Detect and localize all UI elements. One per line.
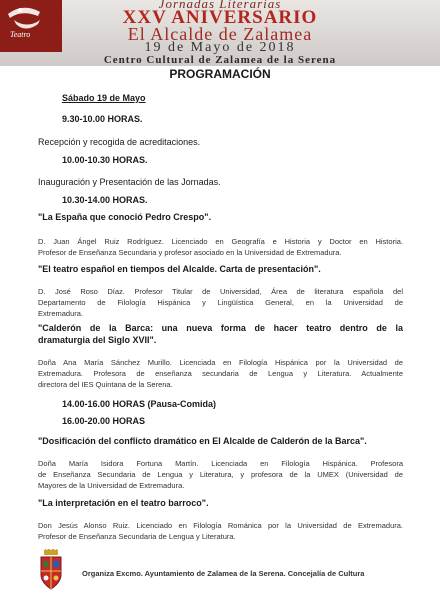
speaker-bio: Doña Ana María Sánchez Murillo. Licenciada en Filología Hispánica por la Universidad de bbox=[38, 358, 403, 367]
banner-anniversary: XXV ANIVERSARIO bbox=[122, 7, 318, 28]
speaker-bio: directora del IES Quintana de la Serena. bbox=[38, 380, 173, 389]
header-banner bbox=[0, 0, 440, 66]
speaker-bio: D. José Roso Díaz. Profesor Titular de Universidad, Área de literatura española del bbox=[38, 287, 403, 296]
talk-title: "La España que conoció Pedro Crespo". bbox=[38, 212, 212, 222]
speaker-bio: Extremadura. Profesora de enseñanza secundaria de Lengua y Literatura. Actualmente bbox=[38, 369, 403, 378]
speaker-bio: Profesor de Enseñanza Secundaria y profesor asociado en la Universidad de Extremadura. bbox=[38, 248, 342, 257]
banner-venue: Centro Cultural de Zalamea de la Serena bbox=[103, 54, 337, 66]
slot-time: 10.00-10.30 HORAS. bbox=[62, 155, 148, 165]
talk-title: "La interpretación en el teatro barroco". bbox=[38, 498, 209, 508]
banner-date: 19 de Mayo de 2018 bbox=[144, 40, 296, 55]
speaker-bio: Profesor de Enseñanza Secundaria de Lengua y Literatura. bbox=[38, 532, 236, 541]
speaker-bio: de Enseñanza Secundaria de Lengua y Literatura, y profesora de la UMEX (Universidad de bbox=[38, 470, 403, 479]
coat-of-arms-icon bbox=[38, 549, 64, 591]
slot-time: 16.00-20.00 HORAS bbox=[62, 416, 146, 426]
speaker-bio: D. Juan Ángel Ruiz Rodríguez. Licenciado en Geografía e Historia y Doctor en Historia. bbox=[38, 237, 403, 246]
speaker-bio: Departamento de Filología Hispánica y Lingüística General, en la Universidad de bbox=[38, 298, 403, 307]
slot-time: 9.30-10.00 HORAS. bbox=[62, 114, 143, 124]
talk-title: "Dosificación del conflicto dramático en El Alcalde de Calderón de la Barca". bbox=[38, 436, 367, 446]
speaker-bio: Extremadura. bbox=[38, 309, 84, 318]
slot-description: Recepción y recogida de acreditaciones. bbox=[38, 137, 201, 147]
event-date: Sábado 19 de Mayo bbox=[62, 93, 146, 103]
banner-subtitle: Jornadas Literarias bbox=[158, 0, 282, 11]
page-title: PROGRAMACIÓN bbox=[169, 67, 271, 81]
footer-organizer: Organiza Excmo. Ayuntamiento de Zalamea de la Serena. Concejalía de Cultura bbox=[82, 569, 365, 578]
talk-title: "Calderón de la Barca: una nueva forma de hacer teatro dentro de la bbox=[38, 323, 403, 333]
slot-time: 14.00-16.00 HORAS (Pausa-Comida) bbox=[62, 399, 217, 409]
banner-play-title: El Alcalde de Zalamea bbox=[127, 24, 313, 44]
slot-description: Inauguración y Presentación de las Jornadas. bbox=[38, 177, 221, 187]
logo-text: Teatro bbox=[10, 30, 31, 39]
speaker-bio: Mayores de la Universidad de Extremadura. bbox=[38, 481, 185, 490]
talk-title: "El teatro español en tiempos del Alcalde. Carta de presentación". bbox=[38, 264, 321, 274]
speaker-bio: Doña María Isidora Fortuna Martín. Licenciada en Filología Hispánica. Profesora bbox=[38, 459, 403, 468]
slot-time: 10.30-14.00 HORAS. bbox=[62, 195, 148, 205]
talk-title: dramaturgia del Siglo XVII". bbox=[38, 335, 157, 345]
speaker-bio: Don Jesús Alonso Ruiz. Licenciado en Filología Románica por la Universidad de Extremadura. bbox=[38, 521, 403, 530]
